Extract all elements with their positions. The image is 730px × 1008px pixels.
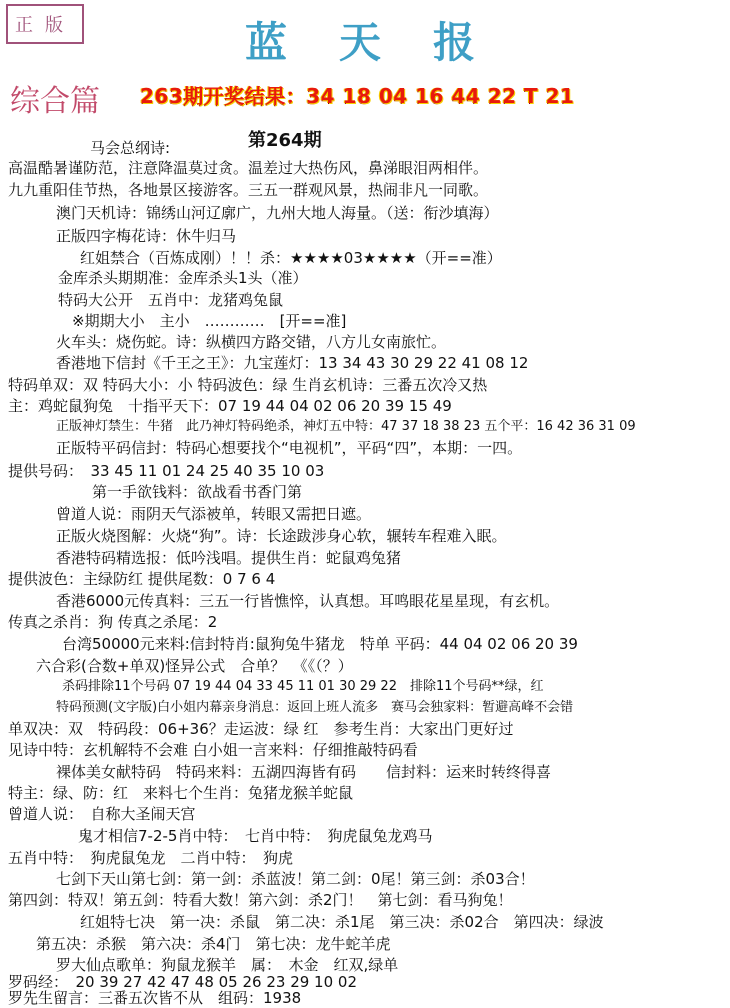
text-line: 澳门天机诗：锦绣山河辽廓广，九州大地人海量。（送：衔沙填海） — [56, 204, 499, 222]
text-line: 见诗中特：玄机解特不会难 白小姐一言来料：仔细推敲特码看 — [8, 741, 418, 759]
previous-result: 263期开奖结果：34 18 04 16 44 22 T 21 — [140, 84, 575, 108]
text-line: 七剑下天山第七剑：第一剑：杀蓝波！第二剑：0尾！第三剑：杀03合！ — [56, 870, 535, 888]
text-line: 第四剑：特双！第五剑：特看大数！第六剑：杀2门！ 第七剑：看马狗兔！ — [8, 891, 513, 909]
text-line: 杀码排除11个号码 07 19 44 04 33 45 11 01 30 29 22 排除11个号码**绿，红 — [62, 679, 544, 694]
authentic-stamp: 正版 — [6, 4, 84, 44]
text-line: 特码预测(文字版)白小姐内幕亲身消息：返回上班人流多 赛马会独家料：暂避高峰不会错 — [56, 700, 574, 715]
text-line: 第五决：杀猴 第六决：杀4门 第七决：龙牛蛇羊虎 — [36, 935, 391, 953]
text-line: 裸体美女献特码 特码来料：五湖四海皆有码 信封料：运来时转终得喜 — [56, 763, 552, 781]
text-line: 正版火烧图解：火烧“狗”。诗：长途跋涉身心软，辗转车程难入眠。 — [56, 527, 507, 545]
text-line: 金库杀头期期准：金库杀头1头（准） — [58, 269, 308, 287]
text-line: 火车头：烧伤蛇。诗：纵横四方路交错，八方儿女南旅忙。 — [56, 333, 447, 351]
text-line: 九九重阳佳节热，各地景区接游客。三五一群观风景，热闹非凡一同歌。 — [8, 181, 489, 199]
section-title: 综合篇 — [10, 84, 100, 119]
text-line: ※期期大小 主小 ………… [开==准] — [72, 312, 347, 330]
text-line: 正版四字梅花诗：休牛归马 — [56, 227, 237, 245]
masthead-title: 蓝天报 — [245, 18, 528, 67]
text-line: 第一手欲钱料：欲战看书香门第 — [92, 483, 303, 501]
text-line: 五肖中特： 狗虎鼠兔龙 二肖中特： 狗虎 — [8, 849, 294, 867]
text-line: 台湾50000元来料:信封特肖:鼠狗兔牛猪龙 特单 平码：44 04 02 06 20 39 — [62, 635, 578, 653]
text-line: 特码单双：双 特码大小：小 特码波色：绿 生肖玄机诗：三番五次冷又热 — [8, 376, 488, 394]
text-line: 罗码经： 20 39 27 42 47 48 05 26 23 29 10 02 — [8, 973, 357, 991]
text-line: 提供号码： 33 45 11 01 24 25 40 35 10 03 — [8, 462, 325, 480]
text-line: 六合彩(合数+单双)怪异公式 合单？ 《《（？） — [36, 657, 353, 675]
text-line: 曾道人说：雨阴天气添被单，转眼又需把日遮。 — [56, 505, 372, 523]
text-line: 单双决：双 特码段：06+36？走运波：绿 红 参考生肖：大家出门更好过 — [8, 720, 514, 738]
text-line: 罗大仙点歌单：狗鼠龙猴羊 属： 木金 红双,绿单 — [56, 956, 399, 974]
text-line: 香港特码精选报：低吟浅唱。提供生肖：蛇鼠鸡兔猪 — [56, 549, 402, 567]
text-line: 香港地下信封《千王之王》：九宝莲灯：13 34 43 30 29 22 41 08 12 — [56, 354, 529, 372]
text-line: 正版神灯禁生：牛猪 此乃神灯特码绝杀，神灯五中特：47 37 18 38 23 五个平：16 42 36 31 09 — [56, 419, 636, 434]
text-line: 红姐特七决 第一决：杀鼠 第二决：杀1尾 第三决：杀02合 第四决：绿波 — [80, 913, 604, 931]
text-line: 香港6000元传真料：三五一行皆憔悴，认真想。耳鸣眼花星星现，有玄机。 — [56, 592, 560, 610]
text-line: 曾道人说： 自称大圣闹天宫 — [8, 805, 196, 823]
poem-title: 马会总纲诗: — [90, 139, 171, 157]
text-line: 正版特平码信封：特码心想要找个“电视机”，平码“四”，本期：一四。 — [56, 439, 523, 457]
text-line: 提供波色：主绿防红 提供尾数：0 7 6 4 — [8, 570, 276, 588]
text-line: 鬼才相信7-2-5肖中特： 七肖中特： 狗虎鼠兔龙鸡马 — [78, 827, 433, 845]
text-line: 传真之杀肖：狗 传真之杀尾：2 — [8, 613, 218, 631]
text-line: 罗先生留言：三番五次皆不从 组码：1938 — [8, 989, 302, 1007]
text-line: 红姐禁合（百炼成刚）！！杀：★★★★03★★★★（开==准） — [80, 249, 502, 267]
issue-number: 第264期 — [248, 130, 322, 151]
text-line: 特主：绿、防：红 来料七个生肖：兔猪龙猴羊蛇鼠 — [8, 784, 354, 802]
text-line: 主：鸡蛇鼠狗兔 十指平天下：07 19 44 04 02 06 20 39 15 49 — [8, 397, 452, 415]
text-line: 特码大公开 五肖中：龙猪鸡兔鼠 — [58, 291, 284, 309]
text-line: 高温酷暑谨防范，注意降温莫过贪。温差过大热伤风，鼻涕眼泪两相伴。 — [8, 159, 489, 177]
